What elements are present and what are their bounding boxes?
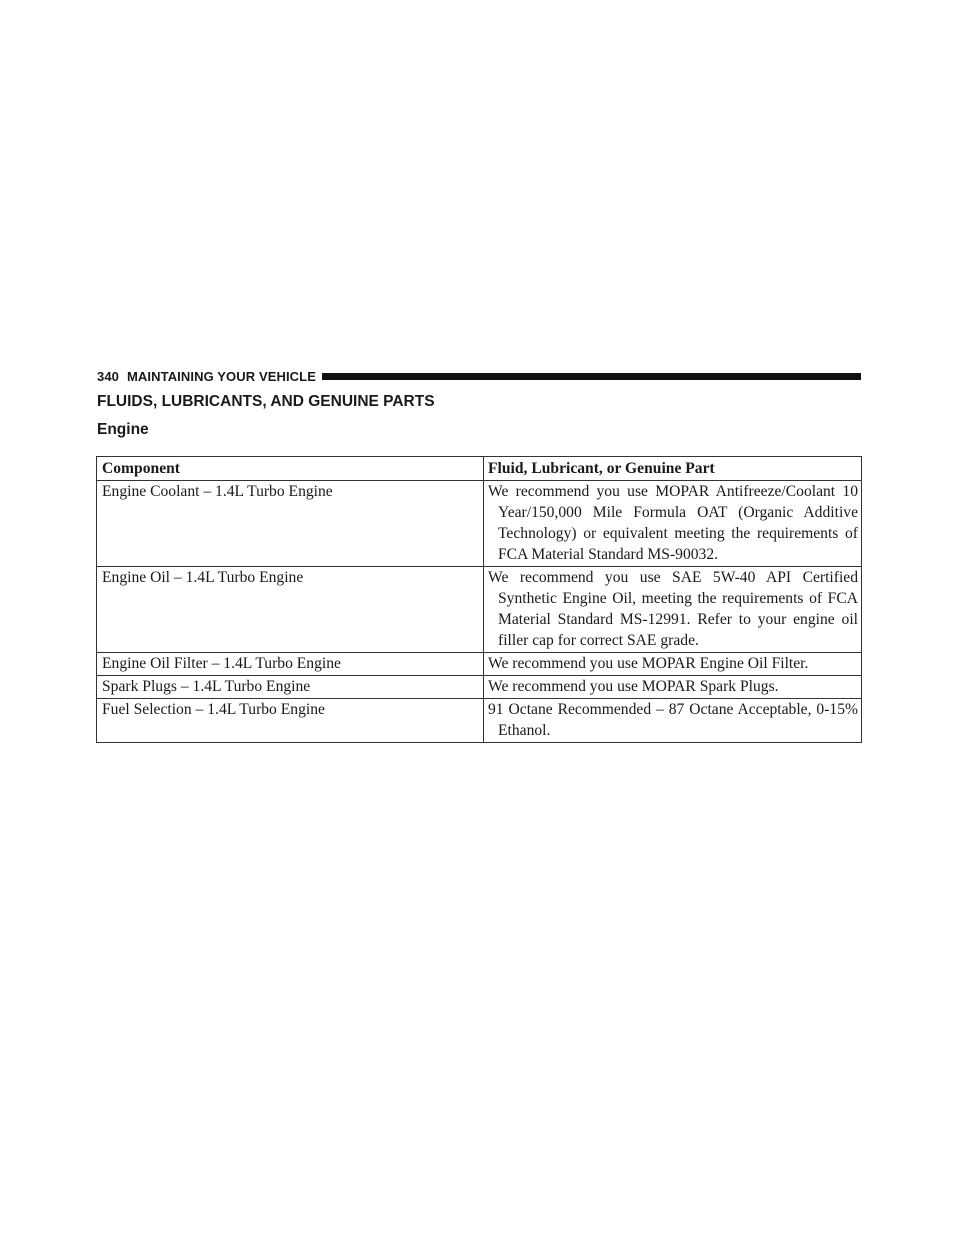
running-header xyxy=(97,368,861,384)
page-number: 340 xyxy=(97,368,119,384)
table-row xyxy=(97,567,862,653)
table-row xyxy=(97,676,862,699)
table-row xyxy=(97,699,862,743)
table-cell-fluid: We recommend you use MOPAR Antifreeze/Coolant 10 Year/150,000 Mile Formula OAT (Organic Additive Technology) or equivalent meeting the requirements of FCA Material Standard MS-90032. xyxy=(484,481,862,567)
header-rule xyxy=(322,373,861,380)
table-row xyxy=(97,653,862,676)
table-cell-component: Spark Plugs – 1.4L Turbo Engine xyxy=(97,676,484,699)
table-cell-fluid: We recommend you use SAE 5W-40 API Certified Synthetic Engine Oil, meeting the requirements of FCA Material Standard MS-12991. Refer to your engine oil filler cap for correct SAE grade. xyxy=(484,567,862,653)
table-row xyxy=(97,481,862,567)
table-header-row xyxy=(97,457,862,481)
table-cell-fluid: We recommend you use MOPAR Engine Oil Filter. xyxy=(484,653,862,676)
table-cell-fluid: 91 Octane Recommended – 87 Octane Acceptable, 0-15% Ethanol. xyxy=(484,699,862,743)
section-name: MAINTAINING YOUR VEHICLE xyxy=(127,368,316,384)
table-cell-component: Engine Coolant – 1.4L Turbo Engine xyxy=(97,481,484,567)
fluids-table xyxy=(96,456,862,743)
column-header-fluid: Fluid, Lubricant, or Genuine Part xyxy=(484,457,862,481)
table-cell-fluid: We recommend you use MOPAR Spark Plugs. xyxy=(484,676,862,699)
table-cell-component: Engine Oil – 1.4L Turbo Engine xyxy=(97,567,484,653)
page-title: FLUIDS, LUBRICANTS, AND GENUINE PARTS xyxy=(97,393,435,410)
table-cell-component: Engine Oil Filter – 1.4L Turbo Engine xyxy=(97,653,484,676)
column-header-component: Component xyxy=(97,457,484,481)
table-cell-component: Fuel Selection – 1.4L Turbo Engine xyxy=(97,699,484,743)
subsection-title: Engine xyxy=(97,421,149,438)
